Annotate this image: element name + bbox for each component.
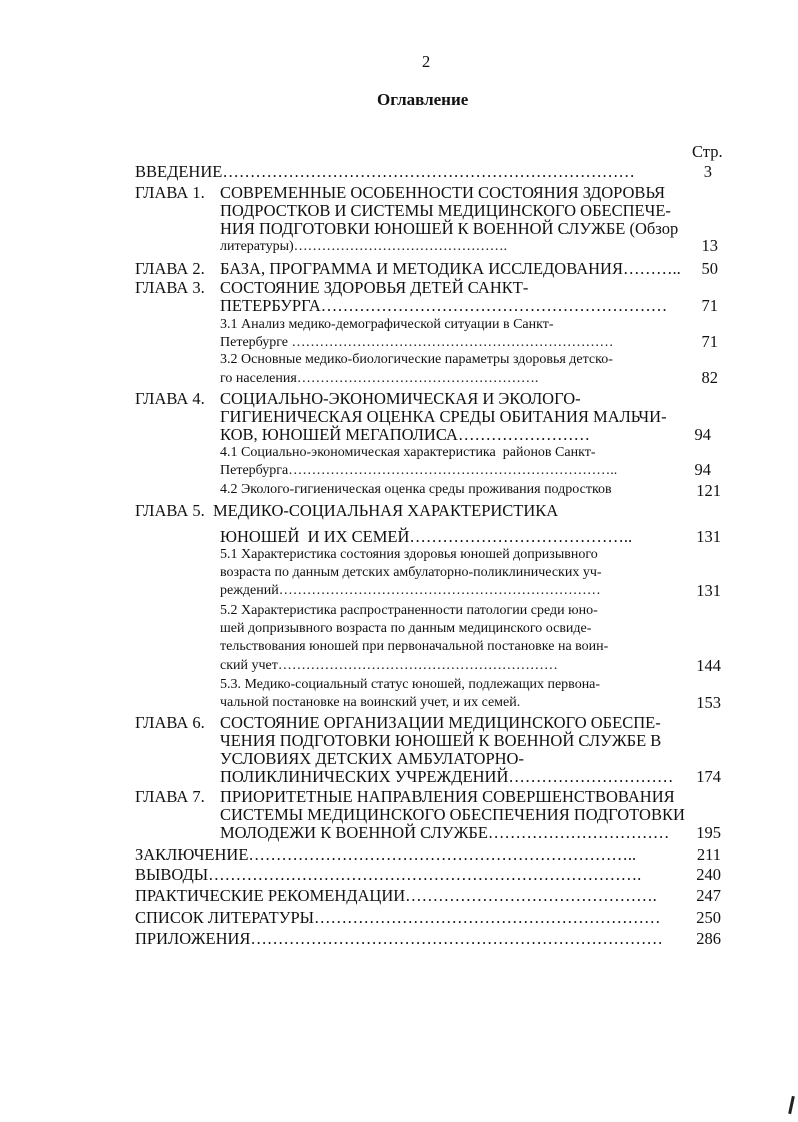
section-title-line: шей допризывного возраста по данным медицинского освиде-	[220, 621, 592, 636]
toc-page-5-1: 131	[696, 581, 721, 600]
page-title: Оглавление	[377, 90, 469, 109]
toc-page-ch2: 50	[701, 259, 718, 278]
scan-mark	[788, 1096, 795, 1114]
page-column-header: Стр.	[692, 142, 723, 161]
toc-page-ch3: 71	[701, 296, 718, 315]
toc-page-ch6: 174	[696, 767, 721, 786]
chapter-title-line: ПЕТЕРБУРГА………………………………………………………	[220, 296, 668, 315]
chapter-title-line: СОСТОЯНИЕ ОРГАНИЗАЦИИ МЕДИЦИНСКОГО ОБЕСПЕ-	[220, 713, 661, 732]
toc-page-conclusion: 211	[696, 845, 721, 864]
section-title-line: го населения…………………………………………….	[220, 371, 539, 386]
section-title-line: ский учет……………………………………………………	[220, 658, 558, 673]
chapter-title-line: ГИГИЕНИЧЕСКАЯ ОЦЕНКА СРЕДЫ ОБИТАНИЯ МАЛЬЧИ-	[220, 407, 667, 426]
toc-entry-conclusion: ЗАКЛЮЧЕНИЕ……………………………………………………………..	[135, 845, 637, 864]
chapter-label: ГЛАВА 3.	[135, 278, 205, 297]
chapter-title-line: ПРИОРИТЕТНЫЕ НАПРАВЛЕНИЯ СОВЕРШЕНСТВОВАНИЯ	[220, 787, 675, 806]
section-title-line: Петербурга……………………………………………………………..	[220, 463, 618, 478]
chapter-title-line: литературы)……………………………………….	[220, 239, 508, 254]
chapter-title-line: СИСТЕМЫ МЕДИЦИНСКОГО ОБЕСПЕЧЕНИЯ ПОДГОТОВКИ	[220, 805, 685, 824]
toc-page-5-2: 144	[696, 656, 721, 675]
toc-page-3-2: 82	[701, 368, 718, 387]
chapter-title-line: ПОДРОСТКОВ И СИСТЕМЫ МЕДИЦИНСКОГО ОБЕСПЕЧЕ-	[220, 201, 671, 220]
chapter-title-line: МЕДИКО-СОЦИАЛЬНАЯ ХАРАКТЕРИСТИКА	[213, 501, 559, 520]
section-title-line: возраста по данным детских амбулаторно-поликлинических уч-	[220, 565, 602, 580]
section-title-line: чальной постановке на воинский учет, и их семей.	[220, 695, 521, 710]
chapter-label: ГЛАВА 7.	[135, 787, 205, 806]
section-title-line: 5.1 Характеристика состояния здоровья юношей допризывного	[220, 547, 598, 562]
section-title-line: 3.1 Анализ медико-демографической ситуации в Санкт-	[220, 317, 554, 332]
section-title-line: 4.2 Эколого-гигиеническая оценка среды проживания подростков	[220, 482, 612, 497]
chapter-label: ГЛАВА 5.	[135, 501, 205, 520]
toc-page-4-1: 94	[694, 460, 711, 479]
chapter-title-line: КОВ, ЮНОШЕЙ МЕГАПОЛИСА……………………	[220, 425, 590, 444]
chapter-title-line: МОЛОДЕЖИ К ВОЕННОЙ СЛУЖБЕ……………………………	[220, 823, 670, 842]
chapter-title-line: УСЛОВИЯХ ДЕТСКИХ АМБУЛАТОРНО-	[220, 749, 524, 768]
section-title-line: 3.2 Основные медико-биологические параметры здоровья детско-	[220, 352, 613, 367]
toc-page-3-1: 71	[701, 332, 718, 351]
chapter-title-line: СОСТОЯНИЕ ЗДОРОВЬЯ ДЕТЕЙ САНКТ-	[220, 278, 529, 297]
toc-page-5-3: 153	[696, 693, 721, 712]
section-title-line: Петербурге ……………………………………………………………	[220, 335, 614, 350]
toc-page-appendices: 286	[696, 929, 721, 948]
toc-entry-recommendations: ПРАКТИЧЕСКИЕ РЕКОМЕНДАЦИИ……………………………………….	[135, 886, 657, 905]
toc-page-intro: 3	[703, 162, 712, 181]
toc-page-ch1: 13	[701, 236, 718, 255]
chapter-title-line: БАЗА, ПРОГРАММА И МЕТОДИКА ИССЛЕДОВАНИЯ………..	[220, 259, 681, 278]
toc-entry-references: СПИСОК ЛИТЕРАТУРЫ………………………………………………………	[135, 908, 661, 927]
toc-entry-appendices: ПРИЛОЖЕНИЯ…………………………………………………………………	[135, 929, 663, 948]
toc-page-ch5: 131	[696, 527, 721, 546]
toc-entry-findings: ВЫВОДЫ…………………………………………………………………….	[135, 865, 642, 884]
chapter-title-line: ПОЛИКЛИНИЧЕСКИХ УЧРЕЖДЕНИЙ…………………………	[220, 767, 674, 786]
chapter-title-line: НИЯ ПОДГОТОВКИ ЮНОШЕЙ К ВОЕННОЙ СЛУЖБЕ (Обзор	[220, 219, 679, 238]
chapter-label: ГЛАВА 4.	[135, 389, 205, 408]
chapter-title-line: ЧЕНИЯ ПОДГОТОВКИ ЮНОШЕЙ К ВОЕННОЙ СЛУЖБЕ В	[220, 731, 662, 750]
section-title-line: 5.2 Характеристика распространенности патологии среди юно-	[220, 603, 598, 618]
page-number: 2	[422, 52, 431, 71]
toc-page-findings: 240	[696, 865, 721, 884]
section-title-line: тельствования юношей при первоначальной постановке на воин-	[220, 639, 609, 654]
chapter-title-line: СОЦИАЛЬНО-ЭКОНОМИЧЕСКАЯ И ЭКОЛОГО-	[220, 389, 581, 408]
section-title-line: 4.1 Социально-экономическая характеристика районов Санкт-	[220, 445, 596, 460]
toc-page-4-2: 121	[696, 481, 721, 500]
section-title-line: реждений……………………………………………………………	[220, 583, 601, 598]
toc-page-ch4: 94	[694, 425, 711, 444]
chapter-title-line: СОВРЕМЕННЫЕ ОСОБЕННОСТИ СОСТОЯНИЯ ЗДОРОВЬЯ	[220, 183, 666, 202]
toc-page-recommendations: 247	[696, 886, 721, 905]
toc-page-references: 250	[696, 908, 721, 927]
section-title-line: 5.3. Медико-социальный статус юношей, подлежащих первона-	[220, 677, 601, 692]
chapter-label: ГЛАВА 2.	[135, 259, 205, 278]
chapter-label: ГЛАВА 1.	[135, 183, 205, 202]
toc-page-ch7: 195	[696, 823, 721, 842]
toc-entry-intro: ВВЕДЕНИЕ…………………………………………………………………	[135, 162, 635, 181]
chapter-title-line: ЮНОШЕЙ И ИХ СЕМЕЙ…………………………………..	[220, 527, 633, 546]
chapter-label: ГЛАВА 6.	[135, 713, 205, 732]
